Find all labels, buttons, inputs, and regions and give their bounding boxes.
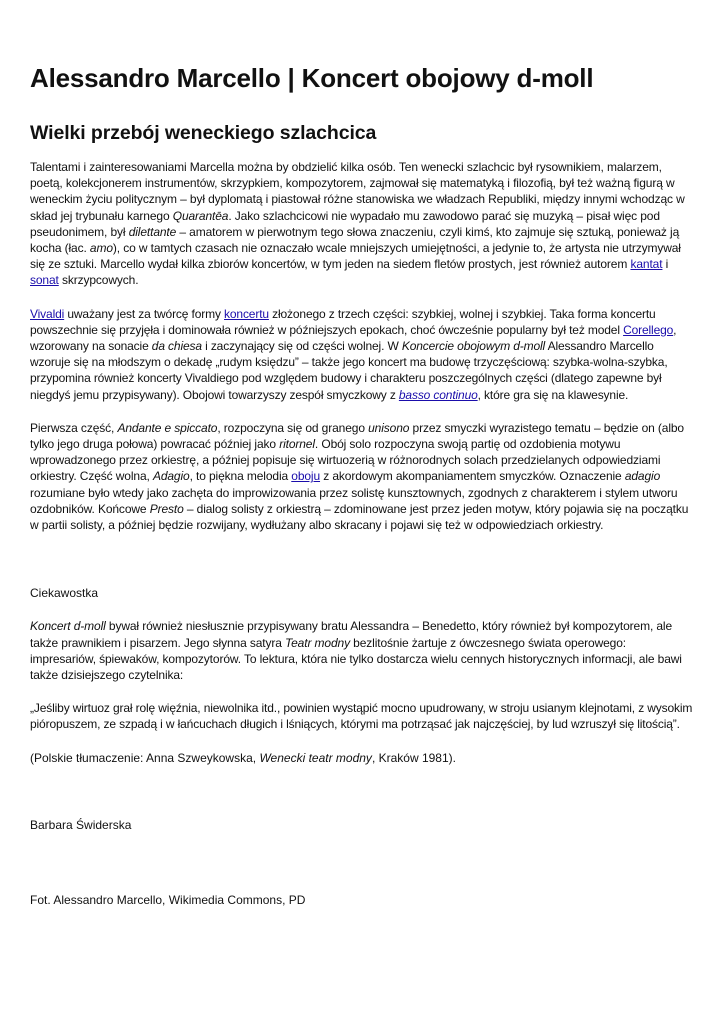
- link-oboju[interactable]: oboju: [291, 469, 321, 484]
- italic-term: adagio: [624, 469, 661, 484]
- author-signature: Barbara Świderska: [30, 817, 132, 832]
- link-kantat[interactable]: kantat: [630, 257, 663, 272]
- text-run: Alessandro Marcello wzoruje się na młodszym o dekadę „rudym księdzu” – także jego koncert ma budowę trzyczęściową: szybka-wolna-szybka, przypomina również koncerty Vivaldiego pod względem budowy i charakteru poszczególnych części (dlatego zapewne był niegdyś jemu przypisywany). Obojowi towarzyszy zespół smyczkowy z: [30, 339, 668, 402]
- link-corellego[interactable]: Corellego: [623, 322, 674, 337]
- text-run: , rozpoczyna się od granego: [217, 420, 369, 435]
- text-run: Pierwsza część,: [30, 420, 118, 435]
- italic-term: ritornel: [279, 437, 315, 452]
- text-run: bywał również niesłusznie przypisywany bratu Alessandra – Benedetto, który również był kompozytorem, ale także prawnikiem i pisarzem. Jego słynna satyra: [30, 619, 673, 650]
- link-basso-continuo[interactable]: basso continuo: [398, 387, 478, 402]
- text-run: uważany jest za twórcę formy: [64, 306, 225, 321]
- text-run: – amatorem w pierwotnym tego słowa znaczeniu, czyli kimś, kto zajmuje się sztuką, ponieważ ją kocha (łac.: [30, 224, 680, 256]
- text-run: , wzorowany na sonacie: [30, 322, 677, 354]
- text-run: . Obój solo rozpoczyna swoją partię od ozdobienia motywu wprowadzonego przez orkiestrę, a później popisuje się wirtuozerią w różnorodnych solach przedzielanych odpowiedziami orkiestry. Część wolna,: [30, 437, 661, 484]
- italic-term: amo: [89, 241, 113, 256]
- link-sonat[interactable]: sonat: [30, 273, 59, 288]
- text-run: , Kraków 1981).: [371, 750, 456, 765]
- italic-term: Teatr modny: [285, 635, 350, 650]
- spacer: [30, 850, 694, 892]
- text-run: z akordowym akompaniamentem smyczków. Oznaczenie: [320, 469, 625, 484]
- italic-term: dilettante: [128, 224, 177, 239]
- italic-term: Quarantēa: [172, 208, 229, 223]
- italic-term: unisono: [368, 420, 410, 435]
- citation-paragraph: [30, 750, 694, 766]
- text-run: skrzypcowych.: [58, 273, 139, 288]
- paragraph-vivaldi: [30, 306, 694, 403]
- quote-paragraph: „Jeśliby wirtuoz grał rolę więźnia, niewolnika itd., powinien wystąpić mocno upudrowany, w stroju usianym klejnotami, z wysokim pióropuszem, ze szpadą i w łańcuchach długich i lśniących, którymi ma potrząsać jak najczęściej, by lud wzruszył się litością”.: [30, 701, 693, 732]
- page-title: Alessandro Marcello | Koncert obojowy d-moll: [30, 63, 594, 93]
- italic-term: da chiesa: [151, 339, 202, 354]
- page-subtitle: Wielki przebój weneckiego szlachcica: [30, 122, 377, 144]
- spacer: [30, 550, 694, 585]
- text-run: bezlitośnie żartuje z ówczesnego świata operowego: impresariów, śpiewaków, kompozytorów. To lektura, która nie tylko dostarcza wielu cennych historycznych informacji, ale bawi także dzisiejszego czytelnika:: [30, 635, 682, 683]
- link-koncertu[interactable]: koncertu: [224, 306, 269, 321]
- text-run: złożonego z trzech części: szybkiej, wolnej i szybkiej. Taka forma koncertu powszechnie się przyjęła i dominowała również w późniejszych epokach, choć ówcześnie popularny był też model: [30, 306, 656, 337]
- ciekawostka-heading: Ciekawostka: [30, 586, 99, 601]
- text-run: , to piękna melodia: [189, 469, 292, 484]
- paragraph-movements: [30, 420, 694, 533]
- text-run: rozumiane było wtedy jako zachęta do improwizowania przez solistę kunsztownych, zgodnych z charakterem i stylem utworu ozdobników. Końcowe: [30, 485, 678, 516]
- paragraph-intro: [30, 159, 694, 289]
- italic-term: Koncercie obojowym d-moll: [401, 339, 546, 354]
- link-vivaldi[interactable]: Vivaldi: [30, 306, 65, 321]
- spacer: [30, 783, 694, 817]
- photo-credit: Fot. Alessandro Marcello, Wikimedia Commons, PD: [30, 893, 306, 908]
- italic-term: Presto: [149, 501, 184, 516]
- italic-term: Wenecki teatr modny: [259, 750, 372, 765]
- text-run: i zaczynający się od części wolnej. W: [201, 339, 402, 354]
- text-run: – dialog solisty z orkiestrą – zdominowane jest przez jeden motyw, który pojawia się na początku w partii solisty, a później będzie rozwijany, wydłużany albo skracany i pojawi się też w odpowiedziach orkiestry.: [30, 501, 689, 533]
- text-run: . Jako szlachcicowi nie wypadało mu zawodowo parać się muzyką – pisał więc pod pseudonimem, był: [30, 208, 660, 239]
- italic-term: Andante e spiccato: [117, 420, 218, 435]
- text-run: (Polskie tłumaczenie: Anna Szweykowska,: [30, 750, 260, 765]
- text-run: ), co w tamtych czasach nie oznaczało wcale mniejszych umiejętności, a jedynie to, że artysta nie utrzymywał się ze sztuki. Marcello wydał kilka zbiorów koncertów, w tym jeden na siedem fletów prostych, jest również autorem: [30, 241, 681, 272]
- text-run: i: [662, 257, 669, 272]
- italic-term: Adagio: [152, 469, 190, 484]
- text-run: , które gra się na klawesynie.: [477, 387, 629, 402]
- paragraph-ciekawostka: [30, 618, 694, 683]
- italic-term: Koncert d-moll: [30, 619, 106, 634]
- text-run: przez smyczki wyrazistego tematu – będzie on (albo tylko jego druga połowa) powracać później jako: [30, 420, 684, 452]
- text-run: Talentami i zainteresowaniami Marcella można by obdzielić kilka osób. Ten wenecki szlachcic był rysownikiem, malarzem, poetą, kolekcjonerem instrumentów, skrzypkiem, kompozytorem, zajmował się matematyką i filozofią, był też ważną figurą w weneckim życiu politycznym – był dyplomatą i piastował różne stanowiska we władzach Republiki, między innymi wchodząc w skład jej trybunału karnego: [30, 160, 685, 223]
